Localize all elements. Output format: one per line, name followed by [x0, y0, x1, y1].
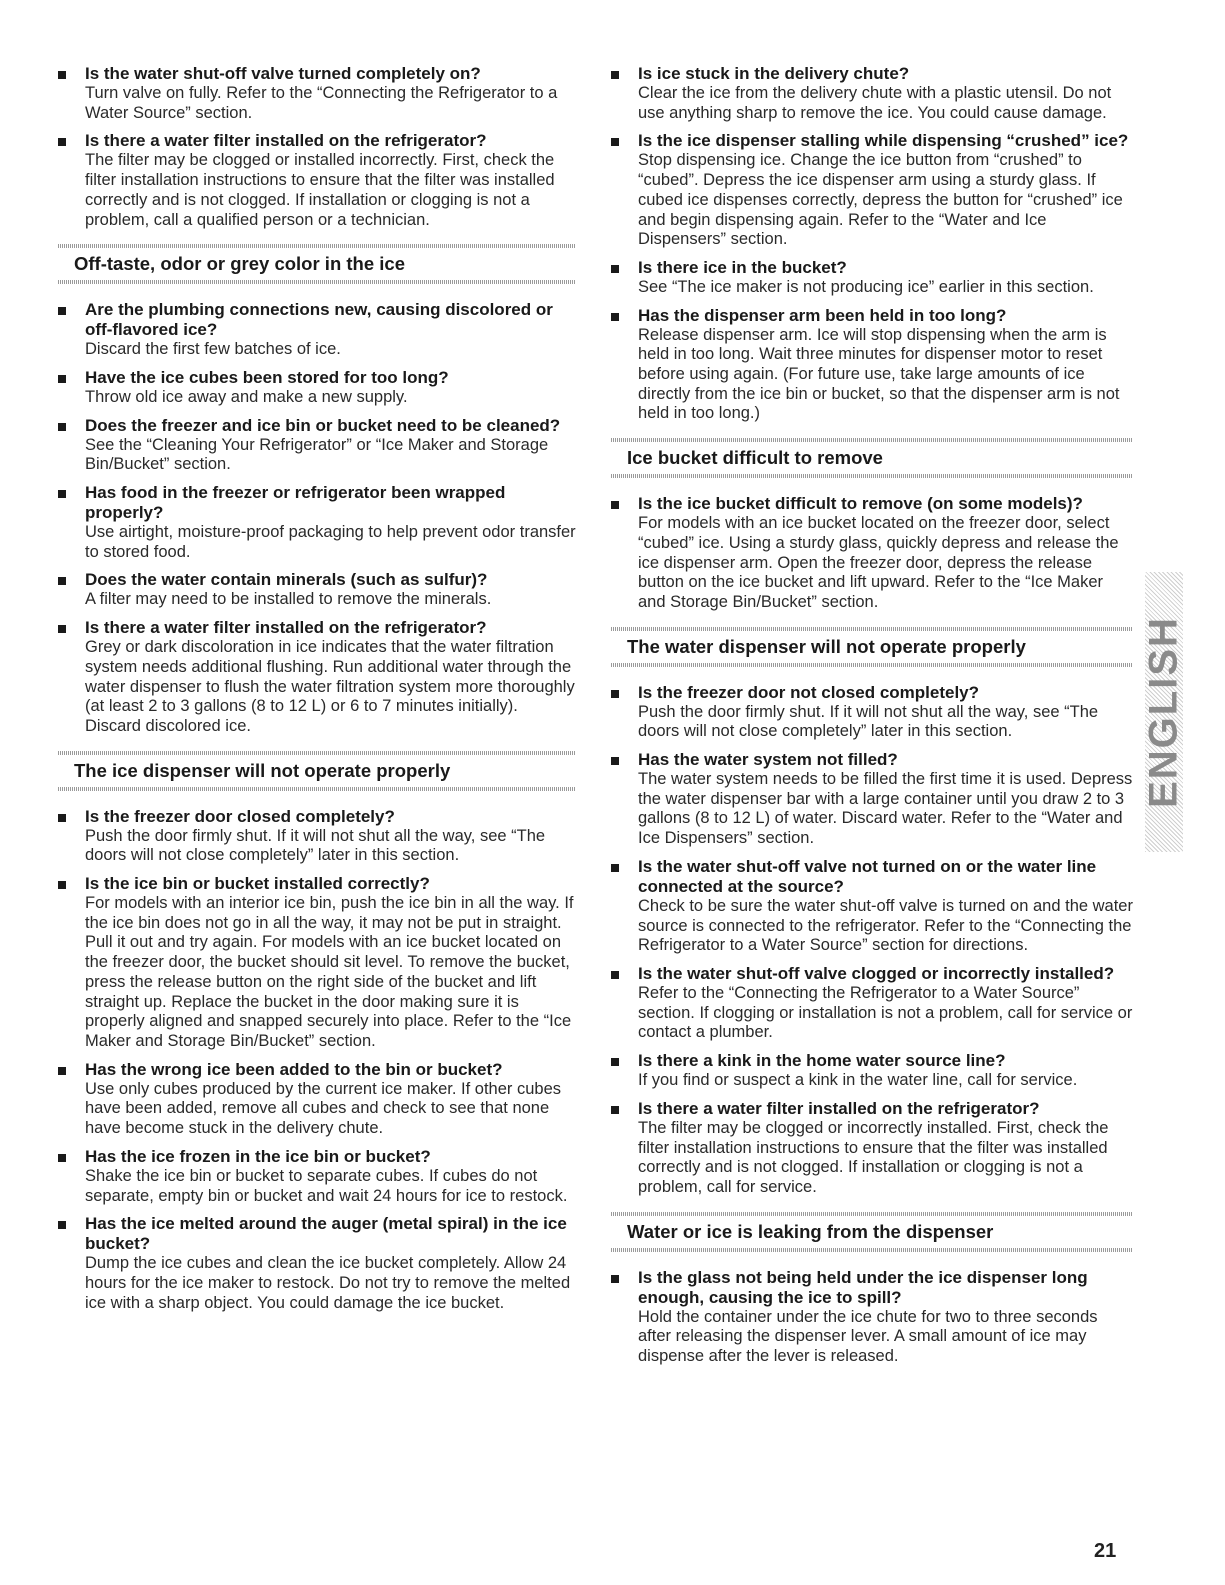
section-header	[58, 244, 576, 284]
section-header	[611, 627, 1133, 667]
square-bullet-icon	[611, 1058, 619, 1066]
section-title: Ice bucket difficult to remove	[627, 447, 883, 469]
item-question: Does the freezer and ice bin or bucket need to be cleaned?	[85, 415, 561, 435]
item-question: Is the ice bin or bucket installed correctly?	[85, 874, 430, 894]
item-answer: Throw old ice away and make a new supply.	[85, 387, 408, 406]
item-answer: Clear the ice from the delivery chute with a plastic utensil. Do not use anything sharp to remove the ice. You could cause damage.	[638, 84, 1112, 122]
item-answer: For models with an ice bucket located on the freezer door, select “cubed” ice. Using a sturdy glass, quickly depress and release the ice dispenser arm. Open the freezer door, depress the release button on the ice bucket and lift upward. Refer to the “Ice Maker and Storage Bin/Bucket” section.	[638, 514, 1119, 611]
side-tab-label: ENGLISH	[1141, 616, 1186, 808]
item-answer: Release dispenser arm. Ice will stop dispensing when the arm is held in too long. Wait three minutes for dispenser motor to reset before using again. (For future use, take large amounts of ice directly from the ice bin or bucket, so that the dispenser arm is not held in too long.)	[638, 325, 1120, 423]
square-bullet-icon	[611, 690, 619, 698]
square-bullet-icon	[611, 864, 619, 872]
troubleshooting-item	[58, 300, 576, 360]
item-question: Is ice stuck in the delivery chute?	[638, 64, 910, 83]
item-question: Is there a kink in the home water source line?	[638, 1051, 1006, 1071]
troubleshooting-item	[58, 1060, 576, 1139]
item-answer: Shake the ice bin or bucket to separate cubes. If cubes do not separate, empty bin or bucket and wait 24 hours for ice to restock.	[85, 1166, 568, 1205]
item-answer: See the “Cleaning Your Refrigerator” or “Ice Maker and Storage Bin/Bucket” section.	[85, 435, 549, 474]
item-question: Is the ice bucket difficult to remove (on some models)?	[638, 494, 1083, 514]
item-question: Has the dispenser arm been held in too long?	[638, 305, 1007, 325]
item-answer: Dump the ice cubes and clean the ice bucket completely. Allow 24 hours for the ice maker to restock. Do not try to remove the melted ice with a sharp object. You could damage the ice bucket.	[85, 1254, 571, 1312]
section-title: The water dispenser will not operate properly	[627, 635, 1026, 657]
item-answer: The water system needs to be filled the first time it is used. Depress the water dispenser bar with a large container until you draw 2 to 3 gallons (8 to 12 L) of water. Discard water. Refer to the “Water and Ice Dispensers” section.	[638, 770, 1133, 848]
troubleshooting-item	[611, 306, 1133, 425]
item-answer: See “The ice maker is not producing ice” earlier in this section.	[638, 277, 1094, 296]
section-header	[611, 1212, 1133, 1252]
section-header	[58, 751, 576, 791]
troubleshooting-item	[611, 494, 1133, 613]
square-bullet-icon	[58, 625, 66, 633]
troubleshooting-item	[611, 1099, 1133, 1198]
item-answer: The filter may be clogged or installed incorrectly. First, check the filter installation instructions to ensure that the filter was installed correctly and is not clogged. If installation or clogging is not a problem, call a qualified person or a technician.	[85, 151, 555, 229]
item-question: Is the ice dispenser stalling while dispensing “crushed” ice?	[638, 131, 1129, 151]
item-question: Is there a water filter installed on the refrigerator?	[85, 618, 487, 638]
item-answer: For models with an interior ice bin, push the ice bin in all the way. If the ice bin does not go in all the way, it may not be put in straight. Pull it out and try again. For models with an ice bucket located on the freezer door, the bucket should sit level. To remove the bucket, press the release button on the right side of the bucket and lift straight up. Replace the bucket in the door making sure it is properly aligned and snapped securely into place. Refer to the “Ice Maker and Storage Bin/Bucket” section.	[85, 894, 574, 1050]
troubleshooting-item	[611, 64, 1133, 123]
section-title: Off-taste, odor or grey color in the ice	[74, 253, 405, 275]
square-bullet-icon	[611, 71, 619, 79]
square-bullet-icon	[58, 577, 66, 585]
item-question: Has the water system not filled?	[638, 750, 898, 770]
section-rule-bottom	[58, 787, 576, 791]
item-question: Are the plumbing connections new, causing discolored or off-flavored ice?	[85, 300, 553, 340]
square-bullet-icon	[58, 881, 66, 889]
square-bullet-icon	[58, 1154, 66, 1162]
troubleshooting-item	[58, 368, 576, 408]
square-bullet-icon	[58, 1067, 66, 1075]
troubleshooting-item	[58, 131, 576, 230]
troubleshooting-item	[611, 683, 1133, 742]
item-answer: Turn valve on fully. Refer to the “Connecting the Refrigerator to a Water Source” section.	[85, 84, 558, 122]
troubleshooting-item	[58, 64, 576, 123]
left-column	[58, 64, 576, 1321]
troubleshooting-item	[611, 750, 1133, 849]
item-question: Does the water contain minerals (such as sulfur)?	[85, 570, 488, 590]
square-bullet-icon	[611, 1106, 619, 1114]
square-bullet-icon	[611, 971, 619, 979]
square-bullet-icon	[611, 138, 619, 146]
square-bullet-icon	[611, 1275, 619, 1283]
item-answer: Refer to the “Connecting the Refrigerator to a Water Source” section. If clogging or installation is not a problem, call for service or contact a plumber.	[638, 983, 1133, 1042]
item-question: Has food in the freezer or refrigerator been wrapped properly?	[85, 483, 506, 523]
troubleshooting-item	[611, 131, 1133, 250]
page-number: 21	[1094, 1540, 1117, 1562]
square-bullet-icon	[58, 307, 66, 315]
item-answer: The filter may be clogged or incorrectly installed. First, check the filter installation instructions to ensure that the filter was installed correctly and is not clogged. If installation or clogging is not a problem, call for service.	[638, 1118, 1109, 1196]
section-title: The ice dispenser will not operate properly	[74, 759, 451, 781]
square-bullet-icon	[58, 138, 66, 146]
item-question: Has the ice frozen in the ice bin or bucket?	[85, 1146, 431, 1166]
section-rule-bottom	[611, 1248, 1133, 1252]
troubleshooting-item	[58, 807, 576, 866]
item-question: Have the ice cubes been stored for too long?	[85, 367, 449, 387]
square-bullet-icon	[611, 757, 619, 765]
troubleshooting-item	[58, 570, 576, 610]
square-bullet-icon	[58, 1221, 66, 1229]
item-question: Is the water shut-off valve not turned on or the water line connected at the source?	[638, 856, 1097, 896]
item-question: Is there a water filter installed on the refrigerator?	[85, 131, 487, 151]
item-question: Is there a water filter installed on the refrigerator?	[638, 1098, 1040, 1118]
troubleshooting-item	[58, 1147, 576, 1206]
section-rule-bottom	[611, 474, 1133, 478]
section-rule-bottom	[611, 663, 1133, 667]
square-bullet-icon	[58, 375, 66, 383]
item-answer: Push the door firmly shut. If it will not shut all the way, see “The doors will not close completely” later in this section.	[638, 702, 1099, 741]
troubleshooting-item	[58, 483, 576, 562]
troubleshooting-item	[611, 258, 1133, 298]
item-answer: Check to be sure the water shut-off valve is turned on and the water source is connected to the refrigerator. Refer to the “Connecting the Refrigerator to a Water Source” section for directions.	[638, 896, 1133, 955]
right-column	[611, 64, 1133, 1375]
item-answer: Stop dispensing ice. Change the ice button from “crushed” to “cubed”. Depress the ice dispenser arm using a sturdy glass. If cubed ice dispenses correctly, depress the button for “crushed” ice and begin dispensing again. Refer to the “Water and Ice Dispensers” section.	[638, 151, 1123, 249]
item-question: Is the water shut-off valve clogged or incorrectly installed?	[638, 963, 1115, 983]
item-answer: Grey or dark discoloration in ice indicates that the water filtration system needs additional flushing. Run additional water through the water dispenser to flush the water filtration system more thoroughly (at least 2 to 3 gallons (8 to 12 L) or 6 to 7 minutes initially). Discard discolored ice.	[85, 638, 575, 735]
troubleshooting-item	[58, 1214, 576, 1313]
item-answer: Use only cubes produced by the current ice maker. If other cubes have been added, remove all cubes and check to see that none have become stuck in the delivery chute.	[85, 1079, 562, 1138]
language-side-tab	[1141, 572, 1186, 852]
item-answer: Use airtight, moisture-proof packaging to help prevent odor transfer to stored food.	[85, 523, 576, 561]
troubleshooting-item	[611, 964, 1133, 1043]
item-answer: Hold the container under the ice chute for two to three seconds after releasing the dispenser lever. A small amount of ice may dispense after the lever is released.	[638, 1307, 1098, 1366]
square-bullet-icon	[58, 490, 66, 498]
item-question: Has the wrong ice been added to the bin or bucket?	[85, 1059, 503, 1079]
item-question: Has the ice melted around the auger (metal spiral) in the ice bucket?	[85, 1214, 567, 1254]
square-bullet-icon	[58, 814, 66, 822]
troubleshooting-item	[611, 1268, 1133, 1367]
item-answer: Push the door firmly shut. If it will not shut all the way, see “The doors will not close completely” later in this section.	[85, 826, 546, 865]
item-answer: If you find or suspect a kink in the water line, call for service.	[638, 1071, 1078, 1090]
item-question: Is the glass not being held under the ice dispenser long enough, causing the ice to spill?	[638, 1267, 1088, 1307]
troubleshooting-item	[611, 857, 1133, 956]
troubleshooting-item	[58, 618, 576, 737]
square-bullet-icon	[58, 423, 66, 431]
square-bullet-icon	[611, 501, 619, 509]
item-question: Is there ice in the bucket?	[638, 257, 847, 277]
section-header	[611, 438, 1133, 478]
troubleshooting-item	[611, 1051, 1133, 1091]
square-bullet-icon	[611, 313, 619, 321]
troubleshooting-item	[58, 416, 576, 475]
item-question: Is the freezer door not closed completely?	[638, 682, 980, 702]
item-question: Is the freezer door closed completely?	[85, 806, 395, 826]
troubleshooting-item	[58, 874, 576, 1052]
section-title: Water or ice is leaking from the dispenser	[627, 1220, 994, 1242]
item-answer: A filter may need to be installed to remove the minerals.	[85, 590, 492, 609]
item-answer: Discard the first few batches of ice.	[85, 340, 341, 359]
item-question: Is the water shut-off valve turned completely on?	[85, 64, 481, 83]
square-bullet-icon	[58, 71, 66, 79]
section-rule-bottom	[58, 280, 576, 284]
square-bullet-icon	[611, 265, 619, 273]
